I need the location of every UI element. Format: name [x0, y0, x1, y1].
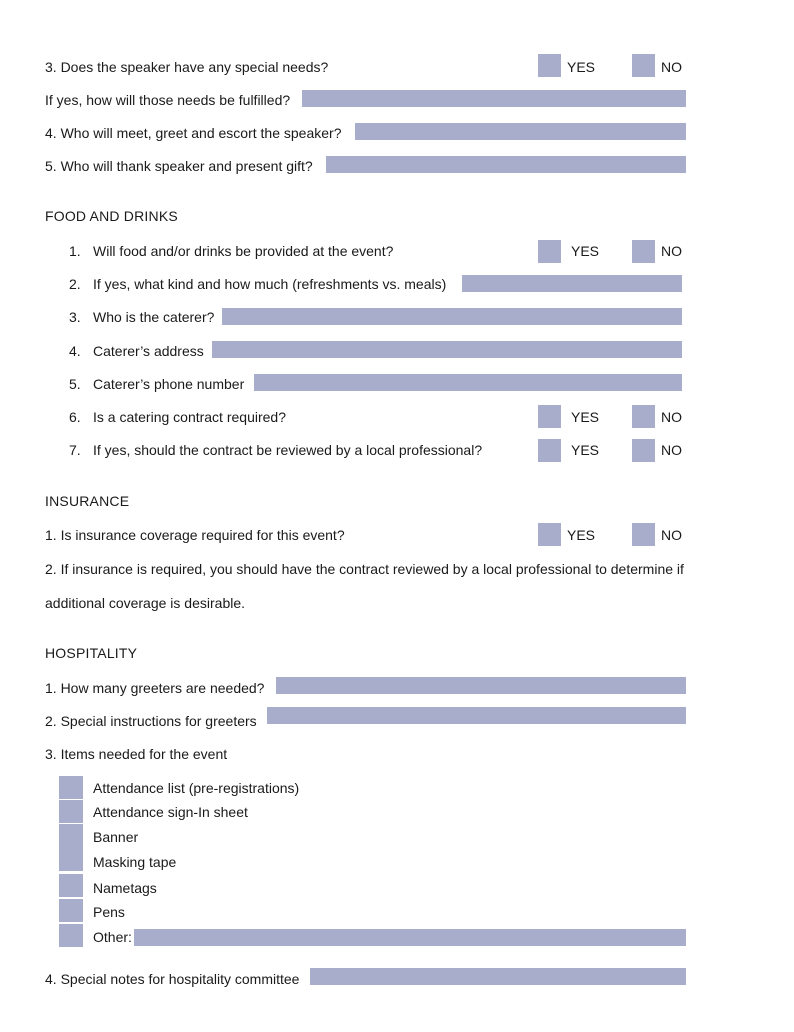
caterer-name-field[interactable] — [222, 308, 682, 325]
item-attendance-list-label: Attendance list (pre-registrations) — [93, 780, 300, 796]
food-item-6-label: Is a catering contract required? — [93, 409, 286, 425]
item-other-label: Other: — [93, 929, 132, 945]
item-attendance-list-checkbox[interactable] — [59, 776, 83, 799]
hospitality-heading: HOSPITALITY — [45, 645, 138, 661]
items-needed-label: 3. Items needed for the event — [45, 746, 228, 762]
food-item-2-label: If yes, what kind and how much (refreshments vs. meals) — [93, 276, 447, 292]
caterer-phone-field[interactable] — [254, 374, 682, 391]
hospitality-notes-label: 4. Special notes for hospitality committee — [45, 971, 300, 987]
food-item-3-number: 3. — [69, 309, 81, 325]
greeters-instructions-field[interactable] — [267, 707, 686, 724]
catering-contract-no-checkbox[interactable] — [632, 405, 655, 428]
food-item-5-label: Caterer’s phone number — [93, 376, 245, 392]
food-item-6-number: 6. — [69, 409, 81, 425]
item-nametags-checkbox[interactable] — [59, 874, 83, 897]
food-provided-yes-checkbox[interactable] — [538, 240, 561, 263]
speaker-special-needs-yes-label: YES — [567, 59, 596, 75]
food-item-1-number: 1. — [69, 243, 81, 259]
greeters-count-label: 1. How many greeters are needed? — [45, 680, 265, 696]
insurance-required-no-label: NO — [661, 527, 682, 543]
food-item-7-number: 7. — [69, 442, 81, 458]
greeters-instructions-label: 2. Special instructions for greeters — [45, 713, 257, 729]
insurance-required-yes-label: YES — [567, 527, 596, 543]
speaker-q3-label: 3. Does the speaker have any special needs? — [45, 59, 329, 75]
food-provided-yes-label: YES — [571, 243, 600, 259]
speaker-q4-label: 4. Who will meet, greet and escort the speaker? — [45, 125, 342, 141]
item-sign-in-sheet-label: Attendance sign-In sheet — [93, 804, 248, 820]
hospitality-notes-field[interactable] — [310, 968, 686, 985]
food-item-4-label: Caterer’s address — [93, 343, 204, 359]
item-sign-in-sheet-checkbox[interactable] — [59, 800, 83, 823]
item-pens-label: Pens — [93, 904, 125, 920]
item-pens-checkbox[interactable] — [59, 899, 83, 922]
item-banner-label: Banner — [93, 829, 139, 845]
food-provided-no-label: NO — [661, 243, 682, 259]
food-item-4-number: 4. — [69, 343, 81, 359]
speaker-special-needs-yes-checkbox[interactable] — [538, 54, 561, 77]
food-item-1-label: Will food and/or drinks be provided at the event? — [93, 243, 394, 259]
speaker-thank-field[interactable] — [326, 156, 686, 173]
speaker-special-needs-no-checkbox[interactable] — [632, 54, 655, 77]
catering-contract-no-label: NO — [661, 409, 682, 425]
contract-review-no-label: NO — [661, 442, 682, 458]
speaker-escort-field[interactable] — [355, 123, 686, 140]
insurance-required-yes-checkbox[interactable] — [538, 523, 561, 546]
insurance-heading: INSURANCE — [45, 493, 130, 509]
speaker-needs-fulfilled-label: If yes, how will those needs be fulfilled? — [45, 92, 291, 108]
food-item-5-number: 5. — [69, 376, 81, 392]
item-other-checkbox[interactable] — [59, 924, 83, 947]
speaker-needs-fulfilled-field[interactable] — [302, 90, 686, 107]
food-kind-amount-field[interactable] — [462, 275, 682, 292]
insurance-q2-line2: additional coverage is desirable. — [45, 595, 246, 611]
speaker-special-needs-no-label: NO — [661, 59, 682, 75]
item-banner-masking-tape-checkbox[interactable] — [59, 824, 83, 871]
insurance-required-no-checkbox[interactable] — [632, 523, 655, 546]
caterer-address-field[interactable] — [212, 341, 682, 358]
insurance-q2-line1: 2. If insurance is required, you should have the contract reviewed by a local professional to determine if — [45, 561, 684, 577]
item-nametags-label: Nametags — [93, 880, 157, 896]
food-item-7-label: If yes, should the contract be reviewed by a local professional? — [93, 442, 483, 458]
food-heading: FOOD AND DRINKS — [45, 208, 178, 224]
catering-contract-yes-checkbox[interactable] — [538, 405, 561, 428]
contract-review-no-checkbox[interactable] — [632, 439, 655, 462]
contract-review-yes-checkbox[interactable] — [538, 439, 561, 462]
greeters-count-field[interactable] — [276, 677, 686, 694]
food-provided-no-checkbox[interactable] — [632, 240, 655, 263]
catering-contract-yes-label: YES — [571, 409, 600, 425]
item-masking-tape-label: Masking tape — [93, 854, 177, 870]
food-item-2-number: 2. — [69, 276, 81, 292]
contract-review-yes-label: YES — [571, 442, 600, 458]
insurance-q1-label: 1. Is insurance coverage required for this event? — [45, 527, 345, 543]
food-item-3-label: Who is the caterer? — [93, 309, 215, 325]
item-other-field[interactable] — [134, 929, 686, 946]
speaker-q5-label: 5. Who will thank speaker and present gift? — [45, 158, 313, 174]
